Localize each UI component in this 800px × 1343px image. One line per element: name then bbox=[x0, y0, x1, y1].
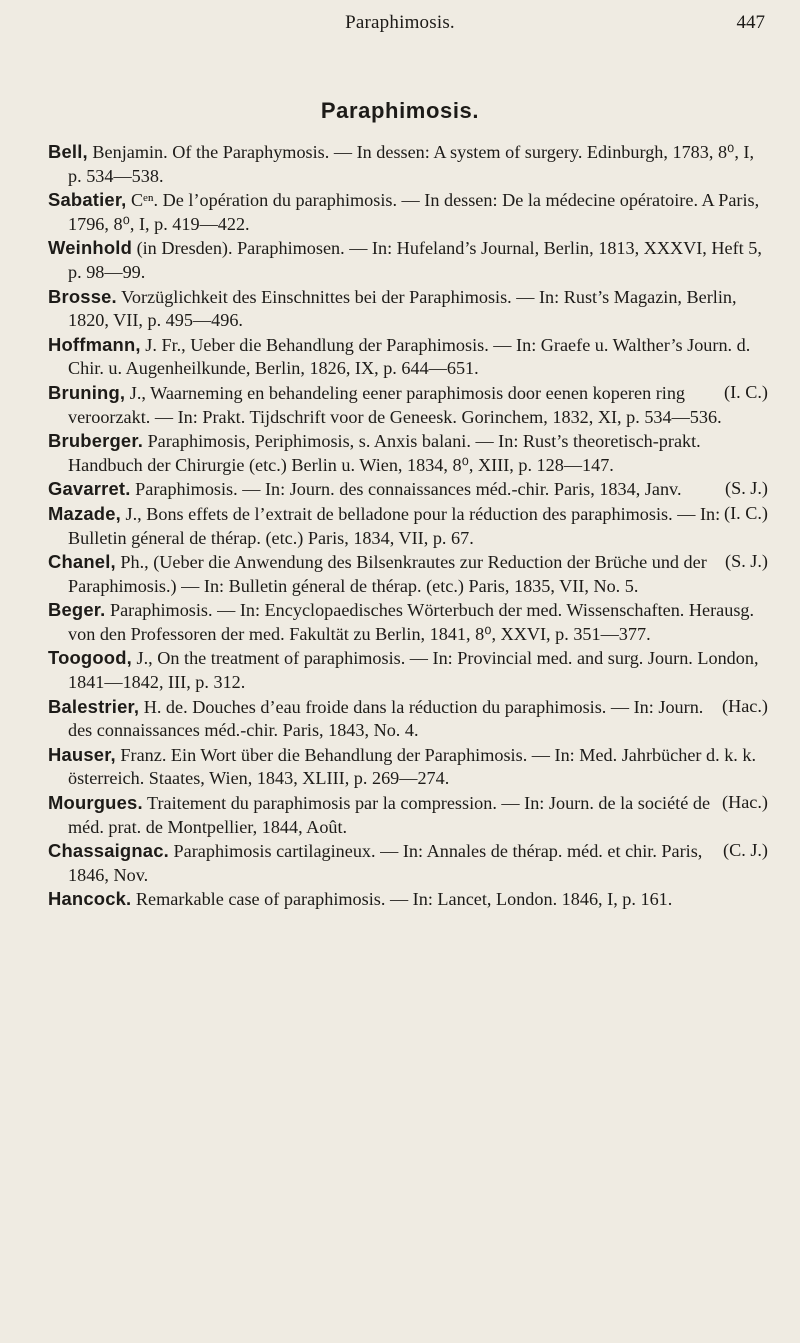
entry-citation: Paraphimosis. — In: Encyclopaedisches Wörterbuch der med. Wissenschaften. Herausg. von den Professoren der med. Fakultät zu Berlin, 1841, 8⁰, XXVI, p. 351—377. bbox=[68, 600, 755, 644]
entry-citation: Benjamin. Of the Paraphymosis. — In dessen: A system of surgery. Edinburgh, 1783, 8⁰, I, p. 534—538. bbox=[68, 142, 755, 186]
bibliography-entry bbox=[48, 188, 768, 236]
entry-source-tag: (Hac.) bbox=[722, 792, 768, 813]
entry-citation: Vorzüglichkeit des Einschnittes bei der Paraphimosis. — In: Rust’s Magazin, Berlin, 1820, VII, p. 495—496. bbox=[68, 286, 737, 331]
entry-author: Hoffmann, bbox=[48, 333, 141, 355]
bibliography-entry bbox=[48, 502, 768, 550]
entry-author: Weinhold bbox=[48, 237, 133, 259]
entry-author: Bruning, bbox=[48, 381, 126, 403]
entry-citation: J. Fr., Ueber die Behandlung der Paraphimosis. — In: Graefe u. Walther’s Journ. d. Chir. u. Augenheilkunde, Berlin, 1826, IX, p. 644—651. bbox=[68, 334, 751, 379]
bibliography-entry bbox=[48, 285, 768, 333]
entry-source-tag: (I. C.) bbox=[724, 502, 768, 523]
entry-source-tag: (C. J.) bbox=[723, 840, 768, 861]
entry-author: Hancock. bbox=[48, 888, 132, 910]
entry-citation: Cᵉⁿ. De l’opération du paraphimosis. — In dessen: De la médecine opératoire. A Paris, 1796, 8⁰, I, p. 419—422. bbox=[68, 190, 760, 234]
bibliography-entry bbox=[48, 791, 768, 839]
entry-source-tag: (S. J.) bbox=[725, 478, 768, 499]
entry-citation: Paraphimosis cartilagineux. — In: Annales de thérap. méd. et chir. Paris, 1846, Nov. bbox=[68, 841, 703, 885]
entry-source-tag: (I. C.) bbox=[724, 381, 768, 402]
page-number: 447 bbox=[736, 12, 765, 33]
entry-author: Bell, bbox=[48, 141, 88, 162]
entry-citation: Ph., (Ueber die Anwendung des Bilsenkrautes zur Reduction der Brüche und der Paraphimosis.) — In: Bulletin géneral de thérap. (etc.) Paris, 1835, VII, No. 5. bbox=[68, 552, 707, 596]
entry-citation: Paraphimosis, Periphimosis, s. Anxis balani. — In: Rust’s theoretisch-prakt. Handbuch der Chirurgie (etc.) Berlin u. Wien, 1834, 8⁰, XIII, p. 128—147. bbox=[68, 431, 701, 475]
bibliography-entry bbox=[48, 839, 768, 887]
entry-author: Balestrier, bbox=[48, 695, 140, 717]
entry-source-tag: (Hac.) bbox=[722, 695, 768, 716]
entry-citation: J., Bons effets de l’extrait de belladone pour la réduction des paraphimosis. — In: Bulletin géneral de thérap. (etc.) Paris, 1834, VII, p. 67. bbox=[68, 503, 721, 548]
bibliography-entry bbox=[48, 695, 768, 743]
bibliography-list bbox=[48, 140, 768, 912]
bibliography-entry bbox=[48, 646, 768, 694]
entry-author: Toogood, bbox=[48, 647, 132, 669]
entry-source-tag: (S. J.) bbox=[725, 551, 768, 572]
entry-citation: Remarkable case of paraphimosis. — In: Lancet, London. 1846, I, p. 161. bbox=[131, 889, 673, 910]
bibliography-entry bbox=[48, 333, 768, 381]
entry-author: Hauser, bbox=[48, 743, 116, 765]
bibliography-entry bbox=[48, 381, 768, 429]
entry-citation: J., On the treatment of paraphimosis. — In: Provincial med. and surg. Journ. London, 1841—1842, III, p. 312. bbox=[68, 648, 759, 693]
bibliography-entry bbox=[48, 236, 768, 284]
entry-citation: Franz. Ein Wort über die Behandlung der Paraphimosis. — In: Med. Jahrbücher d. k. k. österreich. Staates, Wien, 1843, XLIII, p. 269—274. bbox=[68, 744, 757, 789]
entry-author: Bruberger. bbox=[48, 430, 144, 452]
entry-author: Mourgues. bbox=[48, 792, 143, 814]
bibliography-entry bbox=[48, 550, 768, 598]
bibliography-entry bbox=[48, 140, 768, 188]
bibliography-entry bbox=[48, 429, 768, 477]
running-head bbox=[0, 12, 800, 38]
entry-citation: (in Dresden). Paraphimosen. — In: Hufeland’s Journal, Berlin, 1813, XXXVI, Heft 5, p. 98—99. bbox=[68, 238, 762, 282]
entry-author: Mazade, bbox=[48, 502, 121, 524]
entry-citation: Paraphimosis. — In: Journ. des connaissances méd.-chir. Paris, 1834, Janv. bbox=[130, 479, 682, 500]
entry-citation: H. de. Douches d’eau froide dans la réduction du paraphimosis. — In: Journ. des connaissances méd.-chir. Paris, 1843, No. 4. bbox=[68, 696, 704, 741]
entry-citation: Traitement du paraphimosis par la compression. — In: Journ. de la société de méd. prat. de Montpellier, 1844, Août. bbox=[68, 793, 711, 837]
bibliography-entry bbox=[48, 477, 768, 502]
running-title: Paraphimosis. bbox=[345, 12, 455, 33]
section-title: Paraphimosis. bbox=[320, 98, 480, 123]
entry-author: Chassaignac. bbox=[48, 840, 169, 862]
bibliography-entry bbox=[48, 743, 768, 791]
entry-author: Gavarret. bbox=[48, 478, 131, 500]
entry-citation: J., Waarneming en behandeling eener paraphimosis door eenen koperen ring veroorzakt. — In: Prakt. Tijdschrift voor de Geneesk. Gorinchem, 1832, XI, p. 534—536. bbox=[68, 382, 722, 427]
entry-author: Sabatier, bbox=[48, 189, 127, 211]
entry-author: Chanel, bbox=[48, 551, 116, 573]
bibliography-entry bbox=[48, 887, 768, 912]
entry-author: Brosse. bbox=[48, 285, 117, 307]
entry-author: Beger. bbox=[48, 599, 106, 621]
bibliography-entry bbox=[48, 598, 768, 646]
